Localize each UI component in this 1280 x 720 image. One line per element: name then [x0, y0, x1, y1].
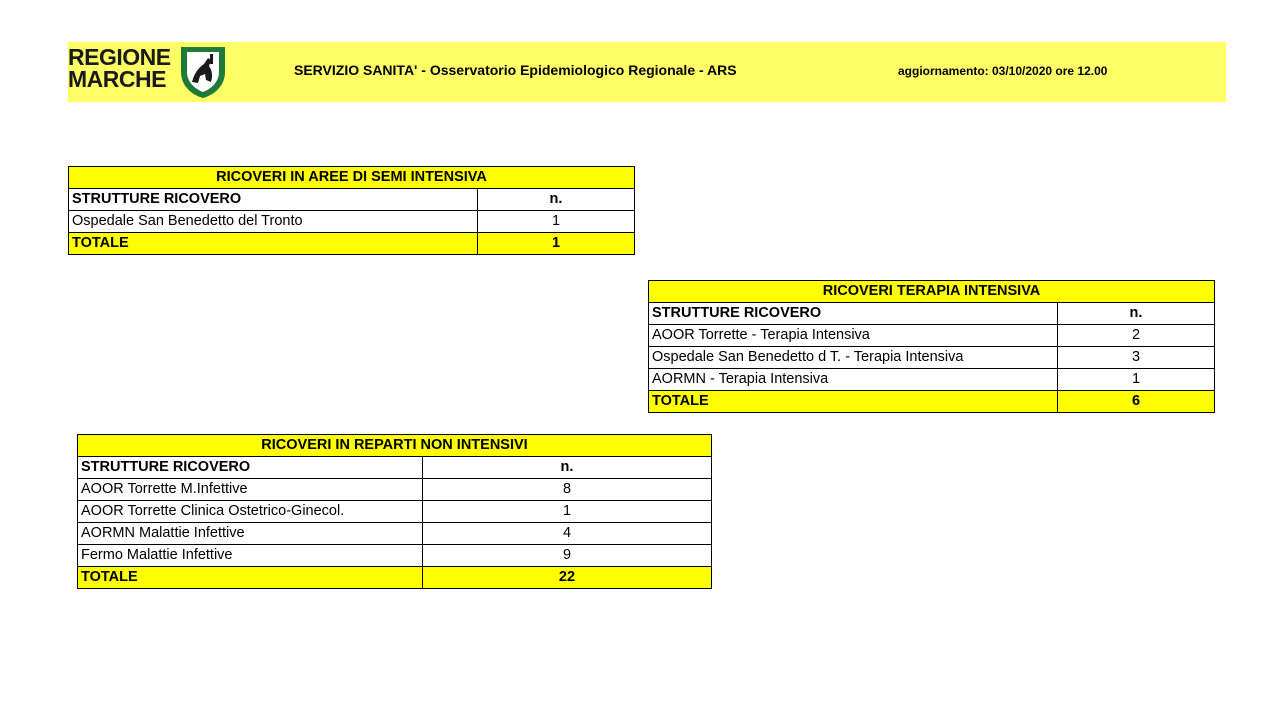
- header-banner: [68, 42, 1226, 102]
- total-value: 6: [1058, 391, 1215, 413]
- table-semi-intensiva: [68, 166, 635, 255]
- col-header-n: n.: [478, 189, 635, 211]
- col-header-n: n.: [423, 457, 712, 479]
- service-title: SERVIZIO SANITA' - Osservatorio Epidemiologico Regionale - ARS: [294, 62, 737, 78]
- row-name: AOOR Torrette M.Infettive: [78, 479, 423, 501]
- update-timestamp: aggiornamento: 03/10/2020 ore 12.00: [898, 64, 1108, 78]
- total-row: [69, 233, 635, 255]
- total-label: TOTALE: [69, 233, 478, 255]
- total-row: [649, 391, 1215, 413]
- row-name: Fermo Malattie Infettive: [78, 545, 423, 567]
- table-row: [78, 501, 712, 523]
- table-title: RICOVERI IN AREE DI SEMI INTENSIVA: [69, 167, 635, 189]
- row-value: 9: [423, 545, 712, 567]
- table-row: [78, 545, 712, 567]
- table-title: RICOVERI TERAPIA INTENSIVA: [649, 281, 1215, 303]
- regione-marche-logo: [68, 44, 238, 100]
- table-row: [649, 347, 1215, 369]
- total-label: TOTALE: [78, 567, 423, 589]
- table-row: [649, 325, 1215, 347]
- total-label: TOTALE: [649, 391, 1058, 413]
- row-value: 4: [423, 523, 712, 545]
- logo-text: [68, 46, 171, 90]
- table-row: [78, 479, 712, 501]
- logo-line-1: REGIONE: [68, 44, 171, 70]
- table-terapia-intensiva: [648, 280, 1215, 413]
- row-value: 1: [423, 501, 712, 523]
- row-name: AOOR Torrette Clinica Ostetrico-Ginecol.: [78, 501, 423, 523]
- row-value: 2: [1058, 325, 1215, 347]
- total-row: [78, 567, 712, 589]
- row-name: Ospedale San Benedetto d T. - Terapia Intensiva: [649, 347, 1058, 369]
- row-name: AORMN Malattie Infettive: [78, 523, 423, 545]
- col-header-strutture: STRUTTURE RICOVERO: [78, 457, 423, 479]
- total-value: 1: [478, 233, 635, 255]
- col-header-strutture: STRUTTURE RICOVERO: [69, 189, 478, 211]
- col-header-n: n.: [1058, 303, 1215, 325]
- row-value: 3: [1058, 347, 1215, 369]
- row-value: 1: [1058, 369, 1215, 391]
- logo-line-2: MARCHE: [68, 66, 166, 92]
- table-row: [69, 211, 635, 233]
- row-value: 8: [423, 479, 712, 501]
- row-name: AORMN - Terapia Intensiva: [649, 369, 1058, 391]
- table-title: RICOVERI IN REPARTI NON INTENSIVI: [78, 435, 712, 457]
- table-non-intensivi: [77, 434, 712, 589]
- table-row: [78, 523, 712, 545]
- col-header-strutture: STRUTTURE RICOVERO: [649, 303, 1058, 325]
- shield-icon: [178, 44, 228, 100]
- row-name: Ospedale San Benedetto del Tronto: [69, 211, 478, 233]
- row-name: AOOR Torrette - Terapia Intensiva: [649, 325, 1058, 347]
- total-value: 22: [423, 567, 712, 589]
- row-value: 1: [478, 211, 635, 233]
- table-row: [649, 369, 1215, 391]
